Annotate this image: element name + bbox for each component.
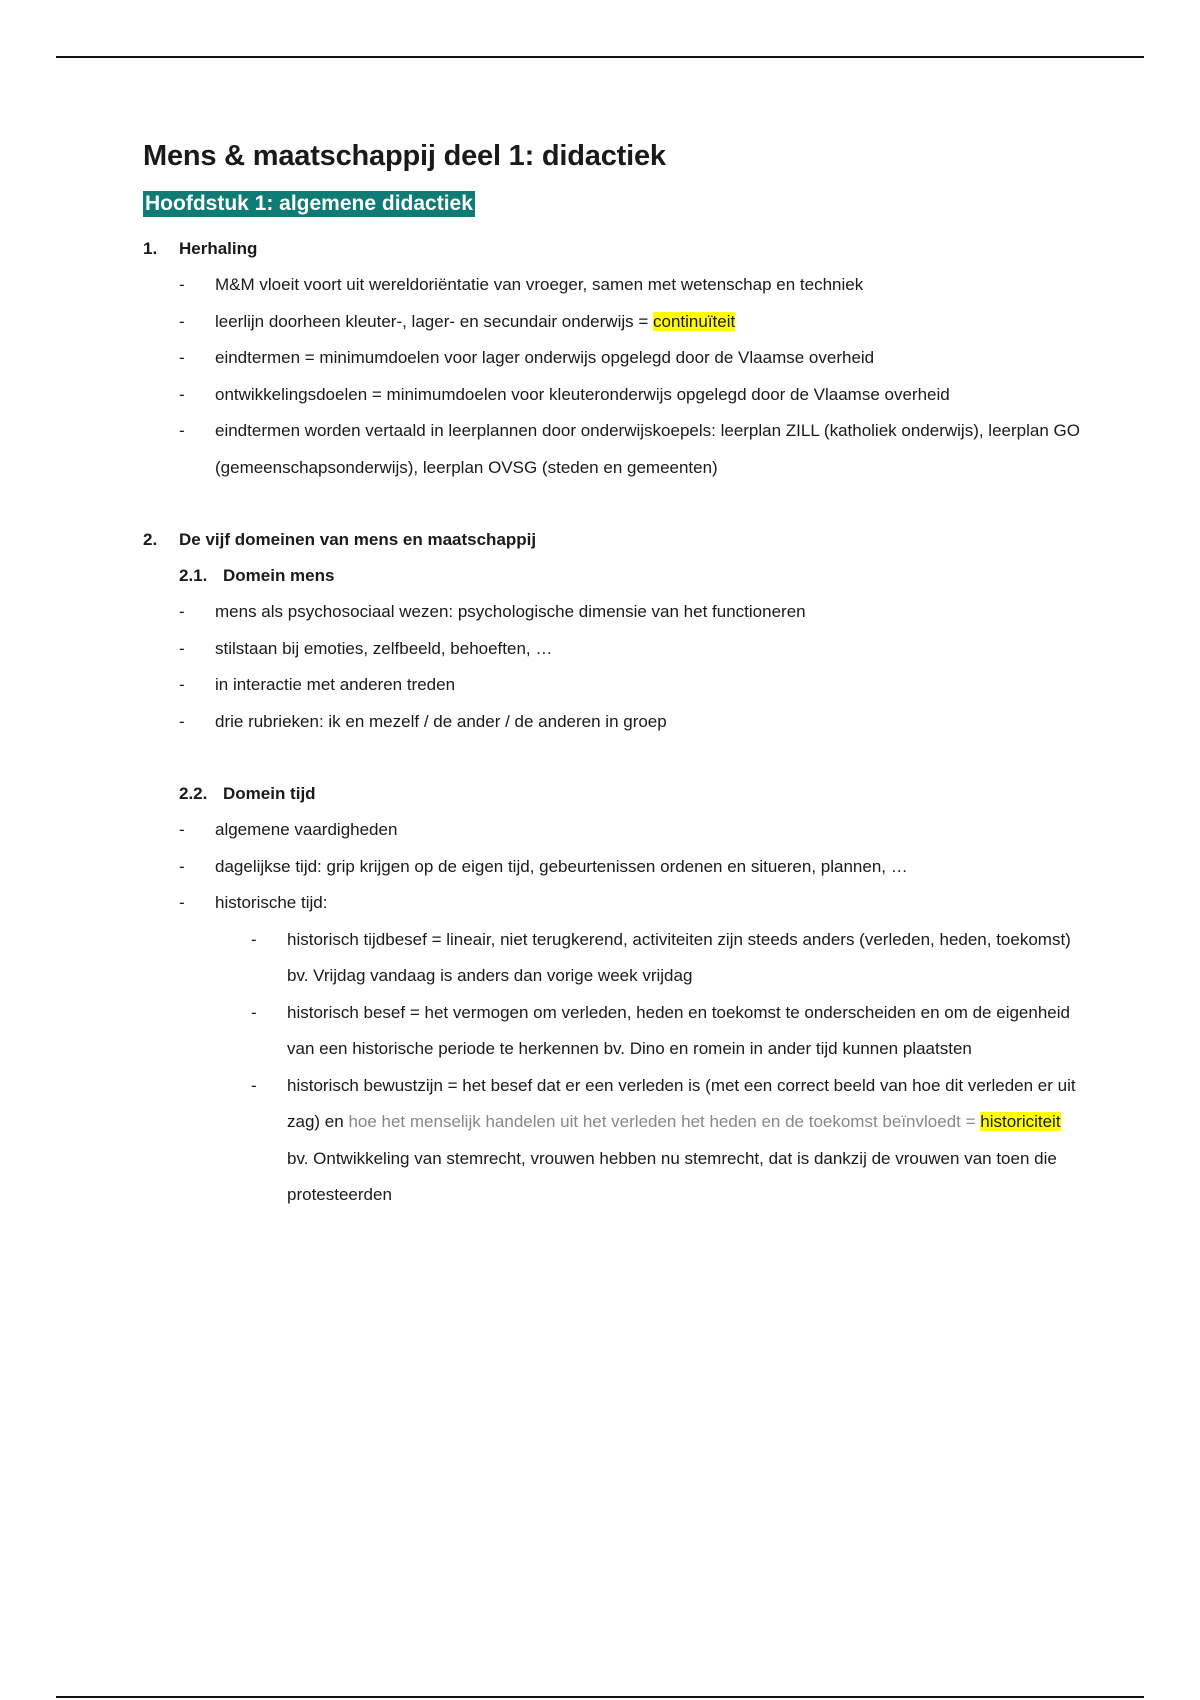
list-item: - dagelijkse tijd: grip krijgen op de eigen tijd, gebeurtenissen ordenen en situeren, plannen, …	[179, 856, 908, 876]
nested-list-item: - historisch besef = het vermogen om verleden, heden en toekomst te onderscheiden en om de eigenheid van een historische periode te herkennen bv. Dino en romein in ander tijd kunnen plaatsten	[251, 1002, 1070, 1058]
subsection-title: Domein mens	[223, 566, 335, 585]
nested-list-item: - historisch tijdbesef = lineair, niet terugkerend, activiteiten zijn steeds anders (verleden, heden, toekomst) bv. Vrijdag vandaag is anders dan vorige week vrijdag	[251, 929, 1071, 985]
list-item: - eindtermen = minimumdoelen voor lager onderwijs opgelegd door de Vlaamse overheid	[179, 348, 875, 367]
list-item: - historische tijd:	[179, 893, 328, 912]
section-title: De vijf domeinen van mens en maatschappij	[179, 530, 537, 549]
list-item: - ontwikkelingsdoelen = minimumdoelen voor kleuteronderwijs opgelegd door de Vlaamse overheid	[179, 384, 950, 404]
list-item: - mens als psychosociaal wezen: psychologische dimensie van het functioneren	[179, 602, 806, 621]
list-item: - eindtermen worden vertaald in leerplannen door onderwijskoepels: leerplan ZILL (katholiek onderwijs), leerplan GO (gemeenschapsonderwijs), leerplan OVSG (steden en gemeenten)	[179, 421, 1080, 477]
list-item: - leerlijn doorheen kleuter-, lager- en secundair onderwijs = continuïteit	[179, 311, 736, 331]
subsection-number: 2.1.	[179, 566, 208, 585]
section-heading	[143, 231, 1083, 267]
footer-rule	[56, 1696, 1144, 1698]
list-item: - in interactie met anderen treden	[179, 675, 456, 694]
page-title: Mens & maatschappij deel 1: didactiek	[143, 140, 666, 172]
list-item: - algemene vaardigheden	[179, 820, 398, 839]
chapter-heading: Hoofdstuk 1: algemene didactiek	[145, 192, 473, 215]
highlighted-term: continuïteit	[653, 311, 736, 331]
highlighted-term: historiciteit	[980, 1112, 1061, 1131]
list-item: - M&M vloeit voort uit wereldoriëntatie van vroeger, samen met wetenschap en techniek	[179, 275, 864, 294]
list-item: - drie rubrieken: ik en mezelf / de ander / de anderen in groep	[179, 711, 667, 731]
grey-text: hoe het menselijk handelen uit het verleden het heden en de toekomst beïnvloedt =	[348, 1112, 981, 1131]
list-item: - stilstaan bij emoties, zelfbeeld, behoeften, …	[179, 638, 553, 658]
subsection-heading	[143, 558, 1083, 594]
subsection-heading	[143, 776, 1083, 812]
section-number: 1.	[143, 239, 158, 258]
section-heading	[143, 522, 1083, 558]
subsection-number: 2.2.	[179, 784, 208, 803]
nested-list-item: - historisch bewustzijn = het besef dat er een verleden is (met een correct beeld van hoe dit verleden er uit zag) en hoe het menselijk handelen uit het verleden het heden en de toekomst beïnvloedt = historiciteit bv. Ontwikkeling van stemrecht, vrouwen hebben nu stemrecht, dat is dankzij de vrouwen van toen die protesteerden	[251, 1075, 1076, 1204]
header-rule	[56, 56, 1144, 58]
section-number: 2.	[143, 530, 158, 549]
section-title: Herhaling	[179, 239, 258, 258]
subsection-title: Domein tijd	[223, 784, 316, 803]
document-body	[143, 140, 1083, 1214]
